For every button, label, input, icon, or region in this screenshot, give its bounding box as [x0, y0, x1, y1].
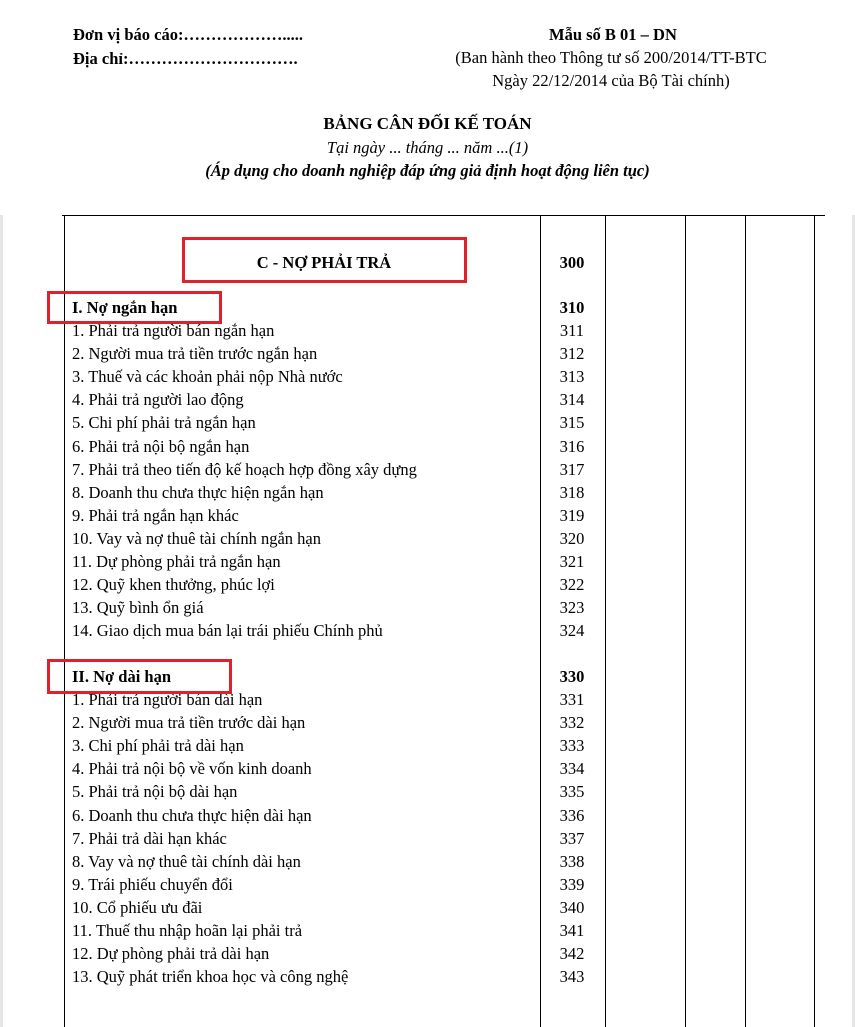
row-code: 341 — [559, 921, 585, 940]
row-label: 11. Dự phòng phải trả ngắn hạn — [72, 552, 281, 571]
row-label: 13. Quỹ bình ổn giá — [72, 598, 204, 618]
table-row — [0, 529, 855, 552]
row-code: 322 — [559, 575, 585, 595]
table-row — [0, 829, 855, 852]
table-row — [0, 852, 855, 875]
row-label: 10. Cổ phiếu ưu đãi — [72, 897, 203, 917]
row-code: 321 — [559, 552, 585, 571]
row-code: 324 — [559, 621, 585, 641]
long-term-heading: II. Nợ dài hạn — [72, 667, 172, 686]
table-top-border — [62, 215, 825, 216]
row-label: 13. Quỹ phát triển khoa học và công nghệ — [72, 967, 349, 987]
row-code: 340 — [559, 897, 585, 917]
row-label: 3. Thuế và các khoản phải nộp Nhà nước — [72, 367, 343, 387]
row-code: 331 — [559, 690, 585, 709]
table-row — [0, 621, 855, 644]
row-code: 335 — [559, 782, 585, 802]
table-row — [0, 344, 855, 367]
table-row — [0, 967, 855, 990]
table-row — [0, 367, 855, 390]
table-row — [0, 806, 855, 829]
row-label: 10. Vay và nợ thuê tài chính ngắn hạn — [72, 528, 321, 548]
long-term-code: 330 — [559, 667, 585, 686]
row-code: 320 — [559, 528, 585, 548]
issued-by-note: (Ban hành theo Thông tư số 200/2014/TT-BTC — [455, 48, 767, 67]
form-number: Mẫu số B 01 – DN — [549, 25, 677, 44]
row-code: 316 — [559, 436, 585, 456]
row-label: 9. Phải trả ngắn hạn khác — [72, 505, 239, 525]
table-row — [0, 944, 855, 967]
row-code: 313 — [559, 367, 585, 387]
table-row — [0, 390, 855, 413]
row-label: 1. Phải trả người bán dài hạn — [72, 690, 263, 709]
document-title: BẢNG CÂN ĐỐI KẾ TOÁN — [323, 114, 532, 133]
row-label: 11. Thuế thu nhập hoãn lại phải trả — [72, 921, 303, 940]
table-row — [0, 413, 855, 436]
row-code: 337 — [559, 828, 585, 848]
date-line: Tại ngày ... tháng ... năm ...(1) — [326, 138, 529, 157]
row-label: 6. Doanh thu chưa thực hiện dài hạn — [72, 805, 312, 825]
short-term-code: 310 — [559, 298, 585, 317]
row-label: 2. Người mua trả tiền trước ngắn hạn — [72, 344, 318, 364]
highlight-box-long-term — [47, 659, 232, 694]
address-label: Địa chỉ:…………………………. — [73, 49, 298, 68]
issued-date-note: Ngày 22/12/2014 của Bộ Tài chính) — [492, 71, 730, 90]
row-code: 342 — [559, 944, 585, 964]
row-label: 2. Người mua trả tiền trước dài hạn — [72, 713, 306, 733]
row-code: 311 — [559, 321, 585, 340]
row-code: 333 — [559, 736, 585, 756]
highlight-box-section-c — [182, 237, 467, 283]
row-label: 9. Trái phiếu chuyển đổi — [72, 874, 233, 894]
row-code: 323 — [559, 598, 585, 618]
row-label: 12. Dự phòng phải trả dài hạn — [72, 944, 270, 964]
row-code: 314 — [559, 390, 585, 410]
row-label: 14. Giao dịch mua bán lại trái phiếu Chính phủ — [72, 621, 383, 641]
table-row — [0, 736, 855, 759]
row-label: 4. Phải trả nội bộ về vốn kinh doanh — [72, 759, 312, 779]
row-label: 3. Chi phí phải trả dài hạn — [72, 736, 244, 756]
row-code: 338 — [559, 851, 585, 871]
table-row — [0, 575, 855, 598]
row-label: 1. Phải trả người bán ngắn hạn — [72, 321, 275, 340]
reporting-unit-label: Đơn vị báo cáo:………………..... — [73, 25, 304, 44]
table-row — [0, 321, 855, 344]
row-code: 332 — [559, 713, 585, 733]
highlight-box-short-term — [47, 291, 222, 324]
table-row — [0, 898, 855, 921]
table-row — [0, 782, 855, 805]
table-row — [0, 483, 855, 506]
row-code: 312 — [559, 344, 585, 364]
row-label: 8. Vay và nợ thuê tài chính dài hạn — [72, 851, 301, 871]
row-code: 315 — [559, 413, 585, 433]
section-c-code: 300 — [559, 253, 585, 272]
table-row — [0, 460, 855, 483]
table-row — [0, 713, 855, 736]
table-row — [0, 552, 855, 575]
row-label: 7. Phải trả theo tiến độ kế hoạch hợp đồng xây dựng — [72, 459, 417, 479]
row-label: 12. Quỹ khen thưởng, phúc lợi — [72, 575, 275, 595]
table-row — [0, 437, 855, 460]
table-row — [0, 921, 855, 944]
row-label: 5. Chi phí phải trả ngắn hạn — [72, 413, 256, 433]
short-term-heading: I. Nợ ngắn hạn — [72, 298, 178, 317]
row-label: 8. Doanh thu chưa thực hiện ngắn hạn — [72, 482, 324, 502]
scope-note: (Áp dụng cho doanh nghiệp đáp ứng giả định hoạt động liên tục) — [205, 161, 650, 180]
row-code: 339 — [559, 874, 585, 894]
row-label: 7. Phải trả dài hạn khác — [72, 828, 227, 848]
row-label: 4. Phải trả người lao động — [72, 390, 244, 410]
table-row — [0, 759, 855, 782]
table-row — [0, 506, 855, 529]
row-label: 6. Phải trả nội bộ ngắn hạn — [72, 436, 250, 456]
row-code: 336 — [559, 805, 585, 825]
row-code: 319 — [559, 505, 585, 525]
row-code: 334 — [559, 759, 585, 779]
row-code: 343 — [559, 967, 585, 987]
table-row — [0, 598, 855, 621]
row-code: 317 — [559, 459, 585, 479]
section-c-label: C - NỢ PHẢI TRẢ — [256, 253, 392, 272]
row-code: 318 — [559, 482, 585, 502]
row-label: 5. Phải trả nội bộ dài hạn — [72, 782, 238, 802]
table-row — [0, 875, 855, 898]
